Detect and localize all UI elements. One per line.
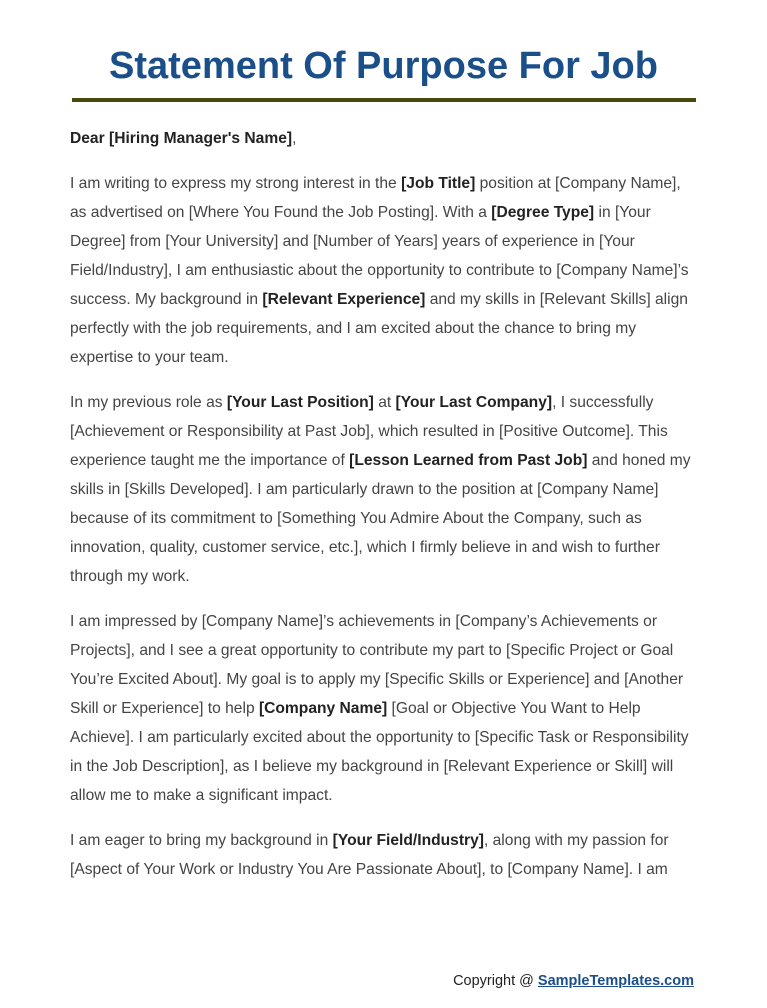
footer (453, 968, 694, 994)
placeholder-emphasis: [Your Last Company] (395, 394, 553, 411)
title-divider (72, 98, 696, 102)
letter-paragraphs (70, 169, 696, 884)
body-paragraph (70, 607, 696, 810)
placeholder-emphasis: [Your Field/Industry] (332, 832, 484, 849)
paragraph-text: I am writing to express my strong interest in the (70, 175, 402, 192)
letter-body (70, 124, 696, 900)
copyright-label: Copyright @ (453, 973, 534, 989)
paragraph-text: In my previous role as (70, 394, 227, 411)
paragraph-text: I am impressed by [Company Name]’s achievements in [Company’s Achievements or Projects], and I see a great opportunity to contribute my part to [Specific Project or Goal You’re Excited About]. My goal is to apply my [Specific Skills or Experience] and [Another Skill or Experience] to help (70, 613, 684, 717)
body-paragraph (70, 826, 696, 884)
placeholder-emphasis: [Your Last Position] (226, 394, 374, 411)
placeholder-emphasis: [Company Name] (258, 700, 388, 717)
paragraph-text: , along with my passion for [Aspect of Your Work or Industry You Are Passionate About], to [Company Name]. I am (70, 832, 669, 878)
placeholder-emphasis: [Job Title] (401, 175, 476, 192)
paragraph-text: and my skills in [Relevant Skills] align perfectly with the job requirements, and I am excited about the chance to bring my expertise to your team. (70, 291, 688, 366)
paragraph-text: position at [Company Name], as advertised on [Where You Found the Job Posting]. With a (70, 175, 681, 221)
paragraph-text: I am eager to bring my background in (70, 832, 333, 849)
sampletemplates-link[interactable]: SampleTemplates.com (537, 973, 694, 989)
body-paragraph (70, 169, 696, 372)
greeting-name: Dear [Hiring Manager's Name] (70, 130, 293, 147)
paragraph-text: in [Your Degree] from [Your University] and [Number of Years] years of experience in [Your Field/Industry], I am enthusiastic about the opportunity to contribute to [Company Name]’s success. My background in (70, 204, 689, 308)
paragraph-text: at (373, 394, 396, 411)
page-title: Statement Of Purpose For Job (109, 45, 658, 87)
placeholder-emphasis: [Degree Type] (491, 204, 595, 221)
greeting-punctuation: , (292, 130, 297, 147)
placeholder-emphasis: [Relevant Experience] (262, 291, 426, 308)
paragraph-text: , I successfully [Achievement or Responsibility at Past Job], which resulted in [Positive Outcome]. This experience taught me the importance of (70, 394, 668, 469)
placeholder-emphasis: [Lesson Learned from Past Job] (349, 452, 588, 469)
paragraph-text: and honed my skills in [Skills Developed]. I am particularly drawn to the position at [Company Name] because of its commitment to [Something You Admire About the Company, such as innovation, quality, customer service, etc.], which I firmly believe in and wish to further through my work. (70, 452, 691, 585)
body-paragraph (70, 388, 696, 591)
greeting (70, 124, 696, 153)
paragraph-text: [Goal or Objective You Want to Help Achieve]. I am particularly excited about the opportunity to [Specific Task or Responsibility in the Job Description], as I believe my background in [Relevant Experience or Skill] will allow me to make a significant impact. (70, 700, 689, 804)
